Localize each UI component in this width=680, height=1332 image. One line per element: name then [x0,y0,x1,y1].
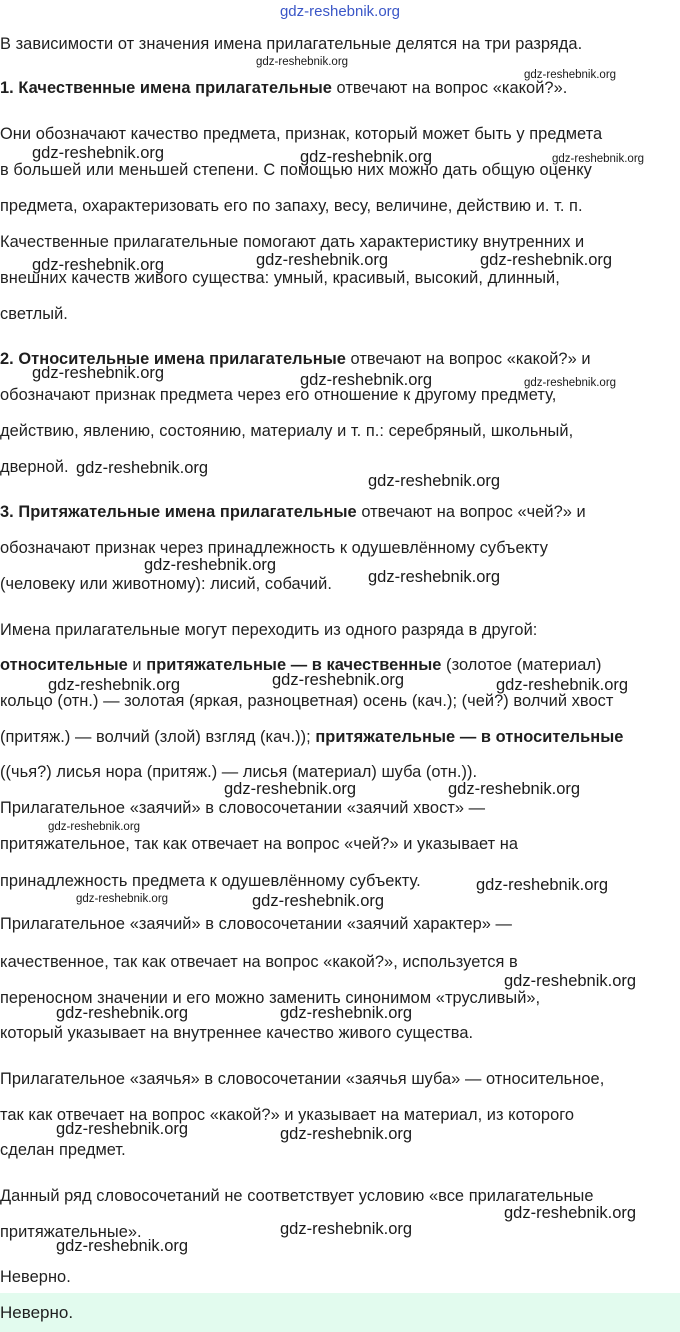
watermark: gdz-reshebnik.org [76,459,209,477]
category-1-question: отвечают на вопрос «какой?». [331,79,568,97]
watermark: gdz-reshebnik.org [448,780,581,798]
watermark: gdz-reshebnik.org [504,972,637,990]
text-line: обозначают признак предмета через его отношение к другому предмету, [0,386,557,404]
verdict-text: Неверно. [0,1268,71,1286]
answer-bar [0,1293,680,1332]
watermark: gdz-reshebnik.org [32,144,165,162]
watermark: gdz-reshebnik.org [48,676,181,694]
watermark: gdz-reshebnik.org [524,377,617,389]
watermark: gdz-reshebnik.org [300,148,433,166]
watermark: gdz-reshebnik.org [368,472,501,490]
transition-line [0,727,680,747]
category-3-title: 3. Притяжательные имена прилагательные [0,503,357,521]
text-line: Качественные прилагательные помогают дать характеристику внутренних и [0,233,585,251]
watermark: gdz-reshebnik.org [272,671,405,689]
category-2-question: отвечают на вопрос «какой?» и [345,350,591,368]
watermark: gdz-reshebnik.org [32,256,165,274]
text-fragment: (притяж.) — волчий (злой) взгляд (кач.)); [0,728,316,746]
text-line: кольцо (отн.) — золотая (яркая, разноцветная) осень (кач.); (чей?) волчий хвост [0,692,614,710]
bold-term: притяжательные — в относительные [315,728,624,746]
watermark: gdz-reshebnik.org [144,556,277,574]
site-header[interactable] [0,0,680,24]
watermark: gdz-reshebnik.org [256,56,349,68]
text-line: (человеку или животному): лисий, собачий. [0,575,332,593]
watermark: gdz-reshebnik.org [504,1204,637,1222]
text-line: который указывает на внутреннее качество живого существа. [0,1024,474,1042]
text-line: Прилагательное «заячий» в словосочетании «заячий характер» — [0,915,512,933]
watermark: gdz-reshebnik.org [300,371,433,389]
text-line: принадлежность предмета к одушевлённому субъекту. [0,872,421,890]
text-line: действию, явлению, состоянию, материалу и т. п.: серебряный, школьный, [0,422,574,440]
text-fragment: и [127,656,147,674]
text-line: притяжательное, так как отвечает на вопрос «чей?» и указывает на [0,835,519,853]
watermark: gdz-reshebnik.org [524,69,617,81]
text-line: Имена прилагательные могут переходить из одного разряда в другой: [0,621,538,639]
watermark: gdz-reshebnik.org [56,1120,189,1138]
text-line: предмета, охарактеризовать его по запаху, весу, величине, действию и. т. п. [0,197,583,215]
text-line: сделан предмет. [0,1141,126,1159]
watermark: gdz-reshebnik.org [252,892,385,910]
text-line: дверной. [0,458,69,476]
site-header-label: gdz-reshebnik.org [279,3,401,20]
watermark: gdz-reshebnik.org [368,568,501,586]
category-3-question: отвечают на вопрос «чей?» и [356,503,586,521]
watermark: gdz-reshebnik.org [224,780,357,798]
text-line: Данный ряд словосочетаний не соответствует условию «все прилагательные [0,1187,594,1205]
watermark: gdz-reshebnik.org [480,251,613,269]
text-line: Прилагательное «заячий» в словосочетании «заячий хвост» — [0,799,486,817]
watermark: gdz-reshebnik.org [280,1220,413,1238]
text-line: притяжательные». [0,1223,142,1241]
text-line: обозначают признак через принадлежность к одушевлённому субъекту [0,539,549,557]
answer-label: Неверно. [0,1303,74,1322]
category-3-heading [0,502,680,522]
text-fragment: (золотое (материал) [441,656,602,674]
text-line: внешних качеств живого существа: умный, красивый, высокий, длинный, [0,269,560,287]
text-line: переносном значении и его можно заменить синонимом «трусливый», [0,989,541,1007]
category-2-title: 2. Относительные имена прилагательные [0,350,346,368]
intro-text: В зависимости от значения имена прилагательные делятся на три разряда. [0,35,583,53]
watermark: gdz-reshebnik.org [496,676,629,694]
watermark: gdz-reshebnik.org [476,876,609,894]
watermark: gdz-reshebnik.org [56,1237,189,1255]
watermark: gdz-reshebnik.org [32,364,165,382]
watermark: gdz-reshebnik.org [76,893,169,905]
text-line: Они обозначают качество предмета, признак, который может быть у предмета [0,125,603,143]
text-line: так как отвечает на вопрос «какой?» и указывает на материал, из которого [0,1106,575,1124]
watermark: gdz-reshebnik.org [256,251,389,269]
text-line: в большей или меньшей степени. С помощью них можно дать общую оценку [0,161,592,179]
bold-term: притяжательные — в качественные [146,656,442,674]
watermark: gdz-reshebnik.org [56,1004,189,1022]
category-1-title: 1. Качественные имена прилагательные [0,79,332,97]
watermark: gdz-reshebnik.org [48,821,141,833]
text-line: качественное, так как отвечает на вопрос «какой?», используется в [0,953,518,971]
text-line: ((чья?) лисья нора (притяж.) — лисья (материал) шуба (отн.)). [0,763,478,781]
watermark: gdz-reshebnik.org [280,1004,413,1022]
text-line: светлый. [0,305,68,323]
watermark: gdz-reshebnik.org [552,153,645,165]
watermark: gdz-reshebnik.org [280,1125,413,1143]
bold-term: относительные [0,656,128,674]
text-line: Прилагательное «заячья» в словосочетании «заячья шуба» — относительное, [0,1070,605,1088]
